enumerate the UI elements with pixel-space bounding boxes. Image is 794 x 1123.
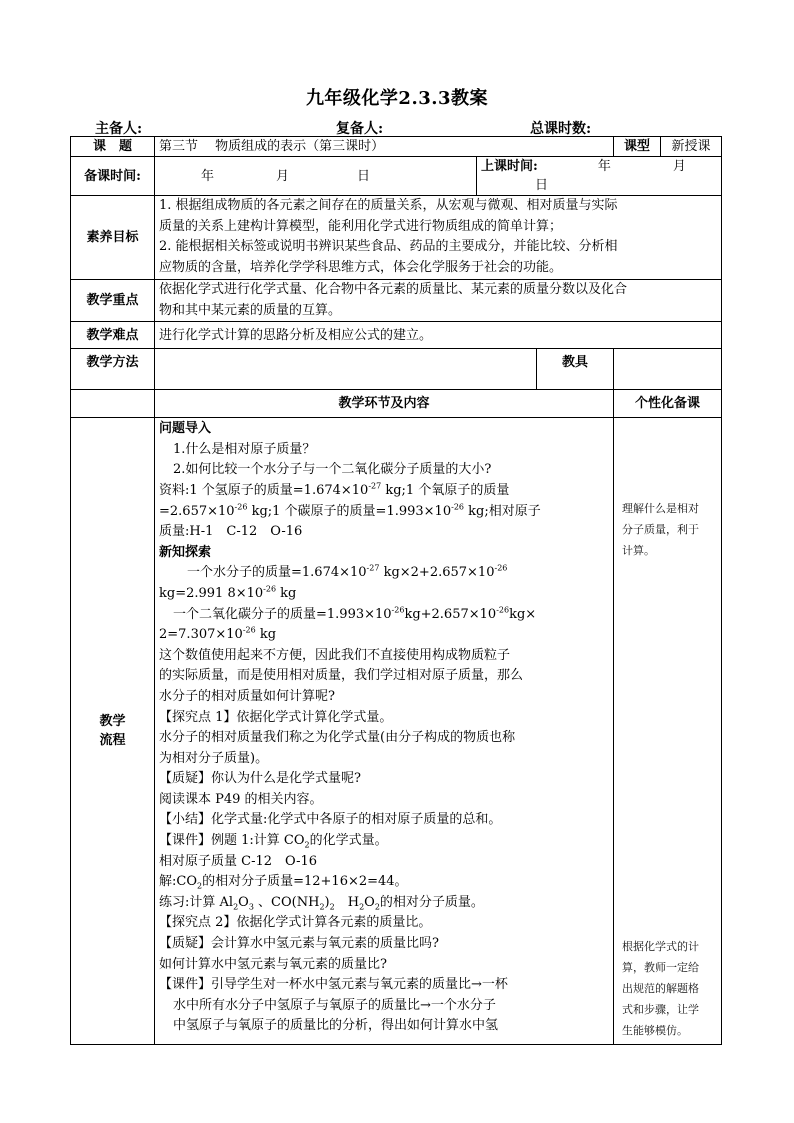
type-value: 新授课	[661, 137, 722, 157]
prep-time-value: 年 月 日	[155, 157, 477, 196]
co-preparer-label: 复备人:	[336, 121, 384, 137]
literacy-goals-label: 素养目标	[71, 196, 155, 280]
topic-label: 课 题	[71, 137, 155, 157]
teaching-difficulty-text: 进行化学式计算的思路分析及相应公式的建立。	[155, 322, 722, 349]
teaching-flow-label: 教学 流程	[71, 418, 155, 1045]
page-title: 九年级化学2.3.3教案	[305, 88, 489, 109]
literacy-goals-text: 1. 根据组成物质的各元素之间存在的质量关系，从宏观与微观、相对质量与实际 质量的关系上建构计算模型，能利用化学式进行物质组成的简单计算； 2. 能根据相关标签或说明书辨识某些食品、药品的主要成分，并能比较、分析相 应物质的含量，培养化学学科思维方式，体会化学服务于社会的功能。	[155, 196, 722, 280]
class-time-value: 上课时间: 年 月日	[477, 157, 722, 196]
topic-value: 第三节 物质组成的表示（第三课时）	[155, 137, 614, 157]
teaching-key-label: 教学重点	[71, 280, 155, 322]
class-time-label: 上课时间:	[481, 159, 538, 174]
total-hours-label: 总课时数:	[530, 121, 592, 137]
teaching-tools-value	[614, 349, 722, 390]
preparer-label: 主备人:	[95, 121, 143, 137]
type-label: 课型	[614, 137, 661, 157]
section-header-blank	[71, 390, 155, 418]
teaching-tools-label: 教具	[537, 349, 614, 390]
note-relative-mass: 理解什么是相对 分子质量，利于 计算。	[622, 502, 700, 558]
personal-notes	[614, 418, 722, 1045]
teaching-flow-content: 问题导入 1.什么是相对原子质量？ 2.如何比较一个水分子与一个二氧化碳分子质量的大小? 资料:1 个氢原子的质量$=1.674\times 10^{-27}$ kg;1 个氧原子的质量 $=2.657\times 10^{-26}$ kg;1 个碳原子的质量$=1.993\times 10^{-26}$ kg;相对原子 质量:H-1 C-12 O-16 新知探索 一个水分子的质量$=1.674\times 10^{-27}$ $kg\times 2+2.657\times 10^{-26}$ kg=2.991 $8\times 10^{-26}$ kg 一个二氧化碳分子的质量$=1.993\times 10^{-26}kg+2.657\times 10^{-26}kg\times$ $2=7.307\times 10^{-26}$ kg 这个数值使用起来不方便，因此我们不直接使用构成物质粒子 的实际质量，而是使用相对质量，我们学过相对原子质量，那么 水分子的相对质量如何计算呢? 【探究点 1】依据化学式计算化学式量。 水分子的相对质量我们称之为化学式量(由分子构成的物质也称 为相对分子质量)。 【质疑】你认为什么是化学式量呢? 阅读课本 P49 的相关内容。 【小结】化学式量:化学式中各原子的相对原子质量的总和。 【课件】例题 1:计算 $CO_2$的化学式量。 相对原子质量 C-12 O-16 解$:CO_2$的相对分子质量=12+16×2=44。 练习:计算 $Al_2O_3$ 、$CO(NH_2)_2$ $H_2O_2$的相对分子质量。 【探究点 2】依据化学式计算各元素的质量比。 【质疑】会计算水中氢元素与氧元素的质量比吗? 如何计算水中氢元素与氧元素的质量比? 【课件】引导学生对一杯水中氢元素与氧元素的质量比→一杯 水中所有水分子中氢原子与氧原子的质量比→一个水分子 中氢原子与氧原子的质量比的分析，得出如何计算水中氢	[155, 418, 614, 1045]
section-header: 教学环节及内容	[155, 390, 614, 418]
teaching-difficulty-label: 教学难点	[71, 322, 155, 349]
teaching-key-text: 依据化学式进行化学式量、化合物中各元素的质量比、某元素的质量分数以及化合 物和其中某元素的质量的互算。	[155, 280, 722, 322]
lesson-plan-table	[70, 136, 722, 1045]
teaching-method-value	[155, 349, 537, 390]
prep-time-label: 备课时间:	[71, 157, 155, 196]
personal-header: 个性化备课	[614, 390, 722, 418]
teaching-method-label: 教学方法	[71, 349, 155, 390]
note-calculation-format: 根据化学式的计 算，教师一定给 出规范的解题格 式和步骤，让学 生能够模仿。	[622, 940, 700, 1038]
